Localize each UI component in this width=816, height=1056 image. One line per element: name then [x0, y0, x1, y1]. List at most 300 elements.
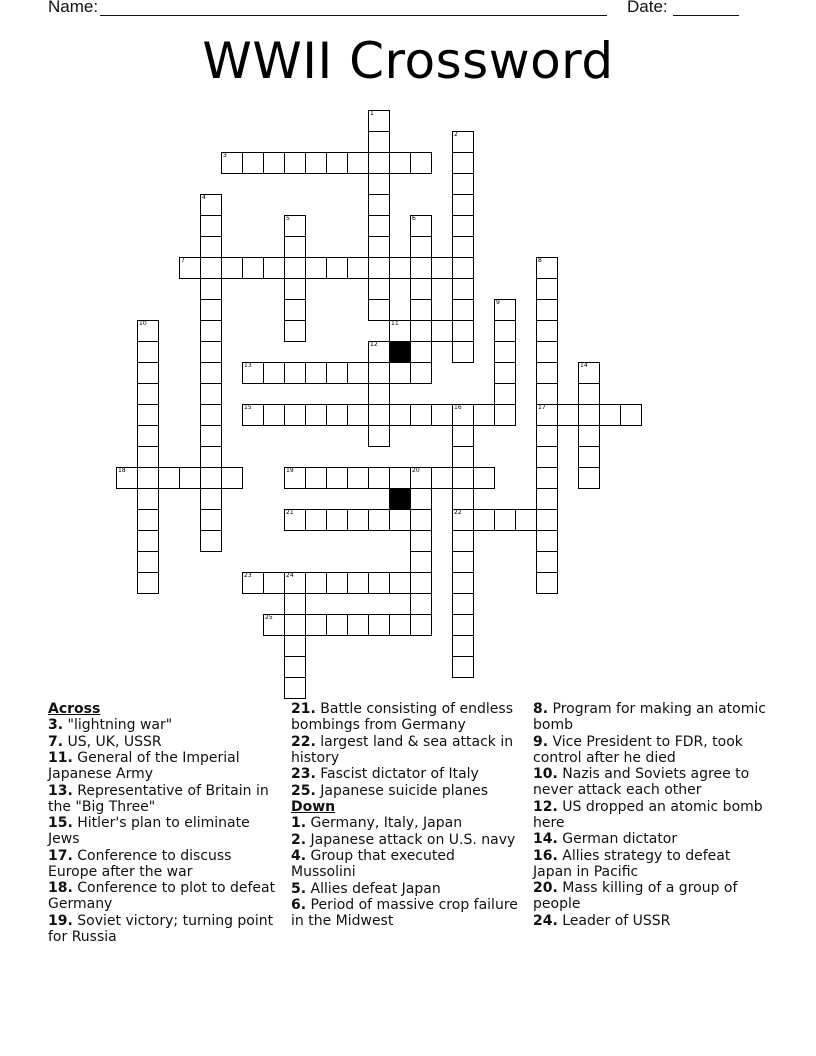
- grid-cell[interactable]: [452, 215, 474, 237]
- grid-cell[interactable]: [200, 236, 222, 258]
- clue-number: 2.: [291, 831, 307, 848]
- grid-cell[interactable]: [410, 488, 432, 510]
- clue-number: 4.: [291, 848, 307, 864]
- grid-cell[interactable]: [200, 488, 222, 510]
- grid-cell[interactable]: [410, 572, 432, 594]
- grid-cell[interactable]: [452, 320, 474, 342]
- clue-item: [533, 766, 773, 798]
- clues-column-2: [291, 701, 523, 930]
- clue-item: [533, 913, 773, 929]
- grid-cell[interactable]: [284, 152, 306, 174]
- grid-cell[interactable]: [536, 467, 558, 489]
- grid-cell[interactable]: [515, 509, 537, 531]
- grid-cell[interactable]: [305, 572, 327, 594]
- grid-cell[interactable]: [410, 404, 432, 426]
- clue-text: Leader of USSR: [557, 912, 671, 929]
- grid-cell[interactable]: [284, 320, 306, 342]
- grid-cell[interactable]: [137, 383, 159, 405]
- grid-cell[interactable]: [221, 152, 243, 174]
- grid-cell[interactable]: [242, 257, 264, 279]
- clue-number-label: 21: [286, 509, 294, 516]
- grid-cell[interactable]: [326, 257, 348, 279]
- grid-cell[interactable]: [452, 236, 474, 258]
- clue-number: 13.: [48, 782, 73, 799]
- grid-cell[interactable]: [221, 257, 243, 279]
- grid-cell[interactable]: [284, 677, 306, 699]
- grid-cell[interactable]: [200, 194, 222, 216]
- grid-cell[interactable]: [536, 551, 558, 573]
- grid-cell[interactable]: [431, 467, 453, 489]
- grid-cell[interactable]: [452, 257, 474, 279]
- clue-number-label: 17: [538, 404, 546, 411]
- grid-cell[interactable]: [263, 614, 285, 636]
- grid-cell[interactable]: [200, 509, 222, 531]
- grid-cell[interactable]: [200, 257, 222, 279]
- grid-cell[interactable]: [431, 404, 453, 426]
- grid-cell[interactable]: [494, 362, 516, 384]
- grid-cell[interactable]: [368, 278, 390, 300]
- grid-cell[interactable]: [137, 488, 159, 510]
- grid-cell[interactable]: [452, 551, 474, 573]
- grid-cell[interactable]: [494, 341, 516, 363]
- grid-cell[interactable]: [578, 467, 600, 489]
- grid-cell[interactable]: [368, 236, 390, 258]
- grid-cell[interactable]: [620, 404, 642, 426]
- grid-cell[interactable]: [368, 110, 390, 132]
- clue-number-label: 5: [286, 215, 290, 222]
- clue-number-label: 18: [118, 467, 126, 474]
- clue-number: 3.: [48, 717, 64, 733]
- grid-cell[interactable]: [452, 572, 474, 594]
- clue-number-label: 16: [454, 404, 462, 411]
- grid-cell[interactable]: [410, 467, 432, 489]
- clue-number-label: 4: [202, 194, 206, 201]
- grid-cell[interactable]: [389, 152, 411, 174]
- grid-cell[interactable]: [368, 299, 390, 321]
- grid-cell[interactable]: [431, 257, 453, 279]
- grid-cell[interactable]: [599, 404, 621, 426]
- clue-text: US dropped an atomic bomb here: [533, 798, 763, 831]
- clue-text: Representative of Britain in the "Big Three": [48, 782, 269, 815]
- grid-cell[interactable]: [200, 467, 222, 489]
- grid-cell[interactable]: [284, 215, 306, 237]
- clue-item: [291, 815, 523, 831]
- grid-cell[interactable]: [389, 362, 411, 384]
- clue-item: [533, 701, 773, 733]
- grid-cell[interactable]: [137, 551, 159, 573]
- grid-cell[interactable]: [494, 404, 516, 426]
- grid-cell[interactable]: [347, 614, 369, 636]
- clue-item: [533, 848, 773, 880]
- clue-number-label: 7: [181, 257, 185, 264]
- clue-text: Mass killing of a group of people: [533, 880, 738, 912]
- clue-item: [291, 897, 523, 929]
- clue-text: Fascist dictator of Italy: [315, 766, 479, 782]
- grid-cell[interactable]: [326, 467, 348, 489]
- clue-item: [291, 832, 523, 848]
- grid-cell[interactable]: [242, 152, 264, 174]
- name-label: Name:: [48, 0, 99, 16]
- grid-cell[interactable]: [452, 173, 474, 195]
- clue-number: 17.: [48, 847, 73, 864]
- grid-cell[interactable]: [536, 446, 558, 468]
- clue-number-label: 23: [244, 572, 252, 579]
- grid-cell[interactable]: [368, 572, 390, 594]
- grid-cell[interactable]: [305, 467, 327, 489]
- grid-cell[interactable]: [200, 425, 222, 447]
- grid-cell[interactable]: [410, 320, 432, 342]
- grid-cell[interactable]: [452, 530, 474, 552]
- clue-number-label: 11: [391, 320, 399, 327]
- grid-cell[interactable]: [200, 320, 222, 342]
- grid-cell[interactable]: [452, 467, 474, 489]
- grid-cell[interactable]: [452, 425, 474, 447]
- clue-text: Japanese attack on U.S. navy: [306, 831, 516, 848]
- grid-cell[interactable]: [536, 362, 558, 384]
- grid-cell[interactable]: [578, 425, 600, 447]
- grid-cell[interactable]: [473, 509, 495, 531]
- clue-number: 20.: [533, 880, 558, 896]
- grid-cell[interactable]: [578, 404, 600, 426]
- grid-cell[interactable]: [284, 404, 306, 426]
- clue-number: 14.: [533, 831, 558, 847]
- clue-number-label: 22: [454, 509, 462, 516]
- clue-number: 15.: [48, 815, 73, 831]
- grid-cell[interactable]: [452, 509, 474, 531]
- clue-number-label: 3: [223, 152, 227, 159]
- grid-cell[interactable]: [347, 362, 369, 384]
- grid-cell[interactable]: [284, 257, 306, 279]
- grid-cell[interactable]: [326, 509, 348, 531]
- grid-cell[interactable]: [494, 320, 516, 342]
- grid-cell[interactable]: [473, 404, 495, 426]
- clue-item: [48, 783, 280, 815]
- clue-number: 21.: [291, 701, 316, 717]
- clue-text: Japanese suicide planes: [315, 782, 489, 799]
- across-clue-list-continued: [291, 701, 523, 799]
- grid-cell[interactable]: [305, 404, 327, 426]
- grid-cell[interactable]: [389, 509, 411, 531]
- clue-item: [48, 717, 280, 733]
- across-heading: Across: [48, 701, 101, 717]
- grid-cell[interactable]: [452, 446, 474, 468]
- grid-cell[interactable]: [368, 383, 390, 405]
- grid-cell[interactable]: [557, 404, 579, 426]
- grid-cell[interactable]: [536, 509, 558, 531]
- clue-text: General of the Imperial Japanese Army: [48, 750, 240, 782]
- grid-cell[interactable]: [137, 446, 159, 468]
- grid-cell[interactable]: [137, 530, 159, 552]
- grid-cell[interactable]: [137, 572, 159, 594]
- grid-cell[interactable]: [452, 341, 474, 363]
- grid-cell[interactable]: [389, 404, 411, 426]
- grid-cell[interactable]: [200, 299, 222, 321]
- clue-text: Battle consisting of endless bombings from Germany: [291, 701, 513, 733]
- grid-cell[interactable]: [368, 614, 390, 636]
- grid-cell[interactable]: [284, 572, 306, 594]
- grid-cell[interactable]: [284, 278, 306, 300]
- clue-text: Allies defeat Japan: [306, 880, 441, 897]
- clue-text: Vice President to FDR, took control after he died: [533, 733, 743, 766]
- grid-cell[interactable]: [410, 299, 432, 321]
- grid-cell[interactable]: [410, 278, 432, 300]
- clue-text: Period of massive crop failure in the Midwest: [291, 897, 518, 929]
- grid-cell[interactable]: [536, 404, 558, 426]
- grid-cell[interactable]: [200, 341, 222, 363]
- grid-cell[interactable]: [347, 257, 369, 279]
- grid-cell[interactable]: [284, 635, 306, 657]
- clues-column-1: [48, 701, 280, 945]
- grid-cell[interactable]: [452, 278, 474, 300]
- grid-cell[interactable]: [368, 257, 390, 279]
- clue-item: [291, 881, 523, 897]
- grid-cell[interactable]: [242, 404, 264, 426]
- clue-number: 8.: [533, 701, 549, 717]
- grid-cell[interactable]: [368, 404, 390, 426]
- clue-number: 23.: [291, 766, 316, 782]
- grid-cell[interactable]: [389, 614, 411, 636]
- grid-cell[interactable]: [200, 404, 222, 426]
- grid-cell[interactable]: [305, 614, 327, 636]
- clue-item: [48, 880, 280, 912]
- grid-cell[interactable]: [284, 614, 306, 636]
- clue-item: [533, 831, 773, 847]
- grid-cell[interactable]: [263, 404, 285, 426]
- clue-number: 10.: [533, 766, 558, 782]
- grid-cell[interactable]: [200, 362, 222, 384]
- clue-item: [291, 701, 523, 733]
- grid-cell[interactable]: [389, 257, 411, 279]
- grid-cell[interactable]: [284, 509, 306, 531]
- grid-cell[interactable]: [452, 131, 474, 153]
- grid-cell[interactable]: [200, 215, 222, 237]
- grid-cell[interactable]: [137, 362, 159, 384]
- grid-cell[interactable]: [137, 425, 159, 447]
- grid-cell[interactable]: [536, 383, 558, 405]
- grid-cell[interactable]: [116, 467, 138, 489]
- grid-cell[interactable]: [389, 320, 411, 342]
- grid-cell[interactable]: [263, 362, 285, 384]
- grid-cell[interactable]: [326, 152, 348, 174]
- grid-cell[interactable]: [137, 341, 159, 363]
- grid-cell[interactable]: [494, 383, 516, 405]
- grid-cell[interactable]: [158, 467, 180, 489]
- grid-cell[interactable]: [179, 467, 201, 489]
- grid-cell[interactable]: [242, 362, 264, 384]
- grid-cell[interactable]: [305, 509, 327, 531]
- clue-number: 18.: [48, 880, 73, 896]
- grid-cell[interactable]: [305, 362, 327, 384]
- clue-number: 9.: [533, 733, 549, 750]
- grid-cell[interactable]: [410, 509, 432, 531]
- grid-cell[interactable]: [326, 404, 348, 426]
- clue-text: Hitler's plan to eliminate Jews: [48, 815, 250, 847]
- grid-cell[interactable]: [536, 257, 558, 279]
- clue-number-label: 25: [265, 614, 273, 621]
- grid-cell[interactable]: [326, 614, 348, 636]
- clue-number-label: 12: [370, 341, 378, 348]
- grid-cell[interactable]: [137, 320, 159, 342]
- grid-cell[interactable]: [368, 362, 390, 384]
- grid-cell[interactable]: [263, 257, 285, 279]
- clue-item: [48, 734, 280, 750]
- grid-cell[interactable]: [137, 467, 159, 489]
- grid-cell[interactable]: [137, 509, 159, 531]
- grid-cell[interactable]: [347, 572, 369, 594]
- grid-cell[interactable]: [284, 593, 306, 615]
- clue-text: Conference to plot to defeat Germany: [48, 880, 276, 912]
- grid-cell[interactable]: [284, 299, 306, 321]
- grid-cell[interactable]: [389, 467, 411, 489]
- grid-cell[interactable]: [452, 152, 474, 174]
- grid-cell[interactable]: [536, 299, 558, 321]
- grid-cell[interactable]: [494, 299, 516, 321]
- grid-cell[interactable]: [200, 383, 222, 405]
- grid-cell[interactable]: [452, 194, 474, 216]
- grid-cell[interactable]: [263, 572, 285, 594]
- grid-cell[interactable]: [578, 362, 600, 384]
- grid-cell[interactable]: [410, 236, 432, 258]
- grid-cell[interactable]: [326, 572, 348, 594]
- page-title: WWII Crossword: [202, 32, 614, 90]
- clue-number-label: 6: [412, 215, 416, 222]
- grid-cell[interactable]: [347, 509, 369, 531]
- grid-cell[interactable]: [410, 341, 432, 363]
- clue-number: 16.: [533, 847, 558, 864]
- grid-cell[interactable]: [536, 488, 558, 510]
- grid-cell[interactable]: [536, 320, 558, 342]
- grid-cell[interactable]: [200, 278, 222, 300]
- grid-cell[interactable]: [452, 299, 474, 321]
- grid-cell[interactable]: [368, 509, 390, 531]
- grid-cell[interactable]: [200, 530, 222, 552]
- grid-cell[interactable]: [368, 425, 390, 447]
- grid-cell[interactable]: [347, 467, 369, 489]
- grid-cell[interactable]: [368, 194, 390, 216]
- grid-cell[interactable]: [410, 152, 432, 174]
- grid-cell[interactable]: [368, 341, 390, 363]
- grid-cell[interactable]: [326, 362, 348, 384]
- clue-text: largest land & sea attack in history: [291, 733, 514, 766]
- down-heading: Down: [291, 799, 336, 815]
- clue-item: [291, 848, 523, 880]
- grid-cell[interactable]: [200, 446, 222, 468]
- grid-cell[interactable]: [536, 341, 558, 363]
- grid-cell[interactable]: [536, 530, 558, 552]
- grid-cell[interactable]: [284, 362, 306, 384]
- clue-item: [533, 734, 773, 766]
- grid-cell[interactable]: [410, 593, 432, 615]
- grid-cell[interactable]: [536, 278, 558, 300]
- grid-cell[interactable]: [347, 404, 369, 426]
- grid-cell[interactable]: [368, 173, 390, 195]
- clues-column-3: [533, 701, 773, 929]
- worksheet-header: [48, 0, 748, 21]
- grid-cell[interactable]: [179, 257, 201, 279]
- clue-item: [48, 848, 280, 880]
- clue-item: [291, 766, 523, 782]
- grid-cell[interactable]: [452, 656, 474, 678]
- down-clue-list: [291, 815, 523, 929]
- clue-text: "lightning war": [63, 717, 173, 733]
- clue-text: US, UK, USSR: [63, 733, 162, 750]
- clue-number: 7.: [48, 733, 64, 750]
- grid-cell[interactable]: [494, 509, 516, 531]
- grid-cell[interactable]: [536, 425, 558, 447]
- clue-item: [291, 734, 523, 766]
- grid-cell[interactable]: [452, 488, 474, 510]
- clue-number: 6.: [291, 897, 307, 913]
- grid-cell[interactable]: [578, 446, 600, 468]
- grid-cell[interactable]: [368, 467, 390, 489]
- clue-text: Soviet victory; turning point for Russia: [48, 912, 274, 945]
- clue-number: 1.: [291, 815, 307, 831]
- grid-cell[interactable]: [347, 152, 369, 174]
- blocked-cell: [389, 488, 411, 510]
- grid-cell[interactable]: [389, 572, 411, 594]
- clue-number-label: 9: [496, 299, 500, 306]
- clue-text: Program for making an atomic bomb: [533, 701, 766, 733]
- grid-cell[interactable]: [242, 572, 264, 594]
- grid-cell[interactable]: [473, 467, 495, 489]
- grid-cell[interactable]: [284, 656, 306, 678]
- grid-cell[interactable]: [263, 152, 285, 174]
- clue-item: [291, 783, 523, 799]
- grid-cell[interactable]: [284, 467, 306, 489]
- clue-text: Germany, Italy, Japan: [306, 815, 463, 831]
- grid-cell[interactable]: [137, 404, 159, 426]
- grid-cell[interactable]: [305, 152, 327, 174]
- grid-cell[interactable]: [284, 236, 306, 258]
- grid-cell[interactable]: [452, 593, 474, 615]
- grid-cell[interactable]: [410, 551, 432, 573]
- clue-text: Allies strategy to defeat Japan in Pacific: [533, 847, 731, 880]
- clue-number-label: 19: [286, 467, 294, 474]
- grid-cell[interactable]: [536, 572, 558, 594]
- grid-cell[interactable]: [410, 362, 432, 384]
- grid-cell[interactable]: [221, 467, 243, 489]
- clue-number: 24.: [533, 912, 558, 929]
- clue-number: 19.: [48, 912, 73, 929]
- clue-text: Conference to discuss Europe after the war: [48, 847, 232, 880]
- clue-number: 22.: [291, 733, 316, 750]
- grid-cell[interactable]: [410, 530, 432, 552]
- grid-cell[interactable]: [410, 215, 432, 237]
- clue-number-label: 14: [580, 362, 588, 369]
- clue-number: 25.: [291, 782, 316, 799]
- grid-cell[interactable]: [368, 131, 390, 153]
- grid-cell[interactable]: [410, 257, 432, 279]
- grid-cell[interactable]: [368, 152, 390, 174]
- grid-cell[interactable]: [452, 635, 474, 657]
- grid-cell[interactable]: [452, 614, 474, 636]
- grid-cell[interactable]: [410, 614, 432, 636]
- grid-cell[interactable]: [431, 320, 453, 342]
- clue-number-label: 15: [244, 404, 252, 411]
- grid-cell[interactable]: [305, 257, 327, 279]
- clue-text: Group that executed Mussolini: [291, 848, 455, 880]
- date-label: Date:: [627, 0, 668, 16]
- clue-number-label: 2: [454, 131, 458, 138]
- name-field[interactable]: [100, 0, 607, 16]
- grid-cell[interactable]: [368, 215, 390, 237]
- clue-number-label: 10: [139, 320, 147, 327]
- grid-cell[interactable]: [578, 383, 600, 405]
- grid-cell[interactable]: [452, 404, 474, 426]
- date-field[interactable]: [673, 0, 739, 16]
- down-clue-list-continued: [533, 701, 773, 929]
- clue-item: [533, 799, 773, 831]
